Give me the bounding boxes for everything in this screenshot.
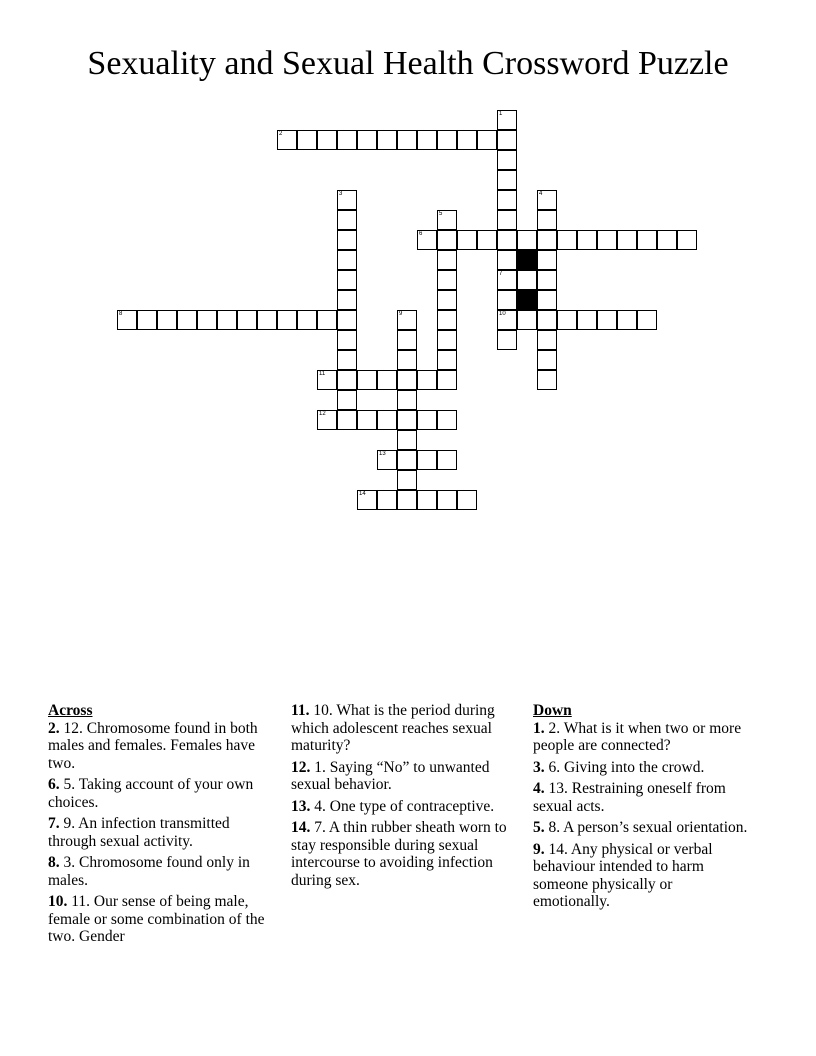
clue-across-8: 8. 3. Chromosome found only in males. — [48, 854, 250, 889]
crossword-cell[interactable] — [437, 350, 457, 370]
crossword-cell[interactable] — [337, 410, 357, 430]
clues-across-column-1 — [48, 702, 280, 950]
crossword-cell[interactable] — [397, 490, 417, 510]
crossword-cell[interactable] — [577, 230, 597, 250]
clue-down-1: 1. 2. What is it when two or more people are connected? — [533, 719, 742, 754]
crossword-cell[interactable] — [437, 270, 457, 290]
clue-down-9: 9. 14. Any physical or verbal behaviour intended to harm someone physically or emotionally. — [533, 840, 713, 910]
clue-number-label: 13 — [379, 451, 386, 457]
clue-across-10: 10. 11. Our sense of being male, female or some combination of the two. Gender — [48, 893, 265, 945]
crossword-cell[interactable] — [277, 130, 297, 150]
crossword-cell[interactable] — [397, 470, 417, 490]
crossword-cell[interactable] — [337, 190, 357, 210]
crossword-cell[interactable] — [337, 210, 357, 230]
clue-down-3: 3. 6. Giving into the crowd. — [533, 758, 705, 776]
crossword-cell[interactable] — [197, 310, 217, 330]
crossword-cell[interactable] — [537, 210, 557, 230]
crossword-cell[interactable] — [497, 210, 517, 230]
clue-number-label: 4 — [539, 191, 543, 197]
clue-number-label: 8 — [119, 311, 123, 317]
crossword-cell[interactable] — [457, 130, 477, 150]
crossword-cell[interactable] — [397, 390, 417, 410]
crossword-cell[interactable] — [437, 370, 457, 390]
crossword-cell[interactable] — [337, 250, 357, 270]
clue-across-14: 14. 7. A thin rubber sheath worn to stay responsible during sexual intercourse to avoiding infection during sex. — [291, 819, 507, 889]
clue-across-6: 6. 5. Taking account of your own choices. — [48, 776, 254, 811]
crossword-cell[interactable] — [357, 490, 377, 510]
crossword-cell[interactable] — [497, 230, 517, 250]
clue-number-label: 12 — [319, 411, 326, 417]
clue-down-5: 5. 8. A person’s sexual orientation. — [533, 819, 748, 836]
crossword-cell[interactable] — [457, 230, 477, 250]
crossword-cell[interactable] — [157, 310, 177, 330]
crossword-cell[interactable] — [437, 410, 457, 430]
crossword-cell[interactable] — [397, 350, 417, 370]
crossword-cell[interactable] — [297, 130, 317, 150]
crossword-cell[interactable] — [497, 150, 517, 170]
crossword-cell[interactable] — [257, 310, 277, 330]
crossword-cell[interactable] — [537, 330, 557, 350]
crossword-cell[interactable] — [577, 310, 597, 330]
crossword-cell[interactable] — [457, 490, 477, 510]
across-heading: Across — [48, 702, 93, 719]
crossword-cell[interactable] — [637, 230, 657, 250]
clues-across-column-2 — [291, 702, 527, 893]
clue-number-label: 3 — [339, 191, 343, 197]
crossword-cell[interactable] — [317, 410, 337, 430]
crossword-cell[interactable] — [497, 170, 517, 190]
crossword-cell[interactable] — [277, 310, 297, 330]
clue-number-label: 1 — [499, 111, 503, 117]
crossword-cell[interactable] — [337, 230, 357, 250]
crossword-cell[interactable] — [377, 130, 397, 150]
crossword-cell[interactable] — [497, 310, 517, 330]
crossword-cell[interactable] — [477, 230, 497, 250]
clue-down-4: 4. 13. Restraining oneself from sexual acts. — [533, 780, 726, 815]
crossword-cell[interactable] — [417, 230, 437, 250]
crossword-cell[interactable] — [657, 230, 677, 250]
clue-number-label: 11 — [319, 371, 326, 377]
crossword-cell[interactable] — [597, 310, 617, 330]
crossword-cell[interactable] — [397, 370, 417, 390]
crossword-cell[interactable] — [377, 370, 397, 390]
clue-across-13: 13. 4. One type of contraceptive. — [291, 797, 495, 815]
crossword-cell[interactable] — [397, 410, 417, 430]
crossword-cell[interactable] — [117, 310, 137, 330]
clues-down-column — [533, 702, 753, 915]
clue-across-12: 12. 1. Saying “No” to unwanted sexual behavior. — [291, 758, 490, 793]
crossword-cell[interactable] — [437, 130, 457, 150]
crossword-cell[interactable] — [537, 230, 557, 250]
clue-across-11: 11. 10. What is the period during which adolescent reaches sexual maturity? — [291, 702, 495, 754]
clue-number-label: 10 — [499, 311, 506, 317]
crossword-cell[interactable] — [317, 310, 337, 330]
clue-number-label: 6 — [419, 231, 423, 237]
crossword-block — [517, 290, 537, 310]
crossword-cell[interactable] — [497, 270, 517, 290]
crossword-cell[interactable] — [417, 370, 437, 390]
crossword-cell[interactable] — [337, 370, 357, 390]
crossword-cell[interactable] — [357, 410, 377, 430]
crossword-cell[interactable] — [337, 350, 357, 370]
crossword-cell[interactable] — [437, 230, 457, 250]
crossword-cell[interactable] — [237, 310, 257, 330]
crossword-cell[interactable] — [437, 290, 457, 310]
crossword-cell[interactable] — [337, 310, 357, 330]
crossword-cell[interactable] — [497, 130, 517, 150]
crossword-cell[interactable] — [137, 310, 157, 330]
crossword-cell[interactable] — [617, 310, 637, 330]
clue-number-label: 7 — [499, 271, 503, 277]
crossword-cell[interactable] — [317, 370, 337, 390]
crossword-cell[interactable] — [397, 330, 417, 350]
crossword-cell[interactable] — [557, 230, 577, 250]
crossword-cell[interactable] — [557, 310, 577, 330]
crossword-cell[interactable] — [317, 130, 337, 150]
crossword-cell[interactable] — [677, 230, 697, 250]
crossword-cell[interactable] — [597, 230, 617, 250]
crossword-cell[interactable] — [337, 290, 357, 310]
crossword-cell[interactable] — [517, 310, 537, 330]
crossword-cell[interactable] — [537, 290, 557, 310]
down-heading: Down — [533, 702, 572, 719]
crossword-cell[interactable] — [377, 490, 397, 510]
crossword-cell[interactable] — [537, 270, 557, 290]
crossword-cell[interactable] — [437, 210, 457, 230]
crossword-cell[interactable] — [177, 310, 197, 330]
crossword-cell[interactable] — [517, 270, 537, 290]
crossword-cell[interactable] — [417, 450, 437, 470]
crossword-cell[interactable] — [357, 130, 377, 150]
crossword-cell[interactable] — [497, 330, 517, 350]
crossword-cell[interactable] — [397, 450, 417, 470]
crossword-cell[interactable] — [537, 190, 557, 210]
crossword-cell[interactable] — [337, 130, 357, 150]
crossword-cell[interactable] — [537, 250, 557, 270]
crossword-cell[interactable] — [337, 390, 357, 410]
crossword-cell[interactable] — [377, 410, 397, 430]
crossword-cell[interactable] — [417, 410, 437, 430]
crossword-cell[interactable] — [537, 310, 557, 330]
crossword-cell[interactable] — [517, 230, 537, 250]
crossword-cell[interactable] — [417, 130, 437, 150]
crossword-cell[interactable] — [497, 190, 517, 210]
crossword-cell[interactable] — [637, 310, 657, 330]
crossword-cell[interactable] — [297, 310, 317, 330]
crossword-cell[interactable] — [437, 330, 457, 350]
crossword-cell[interactable] — [337, 330, 357, 350]
crossword-cell[interactable] — [397, 130, 417, 150]
crossword-cell[interactable] — [437, 250, 457, 270]
crossword-cell[interactable] — [417, 490, 437, 510]
crossword-cell[interactable] — [537, 370, 557, 390]
clue-across-2: 2. 12. Chromosome found in both males and females. Females have two. — [48, 719, 258, 772]
clue-number-label: 5 — [439, 211, 443, 217]
clue-number-label: 9 — [399, 311, 403, 317]
crossword-cell[interactable] — [497, 290, 517, 310]
crossword-cell[interactable] — [537, 350, 557, 370]
crossword-cell[interactable] — [357, 370, 377, 390]
crossword-cell[interactable] — [477, 130, 497, 150]
crossword-cell[interactable] — [397, 310, 417, 330]
crossword-cell[interactable] — [497, 110, 517, 130]
crossword-cell[interactable] — [437, 490, 457, 510]
crossword-cell[interactable] — [397, 430, 417, 450]
crossword-cell[interactable] — [497, 250, 517, 270]
crossword-cell[interactable] — [617, 230, 637, 250]
crossword-cell[interactable] — [437, 310, 457, 330]
crossword-cell[interactable] — [337, 270, 357, 290]
puzzle-title: Sexuality and Sexual Health Crossword Puzzle — [87, 45, 729, 82]
crossword-cell[interactable] — [217, 310, 237, 330]
clue-number-label: 14 — [359, 491, 366, 497]
clue-number-label: 2 — [279, 131, 283, 137]
crossword-cell[interactable] — [377, 450, 397, 470]
clue-across-7: 7. 9. An infection transmitted through sexual activity. — [48, 815, 230, 850]
crossword-cell[interactable] — [437, 450, 457, 470]
crossword-block — [517, 250, 537, 270]
